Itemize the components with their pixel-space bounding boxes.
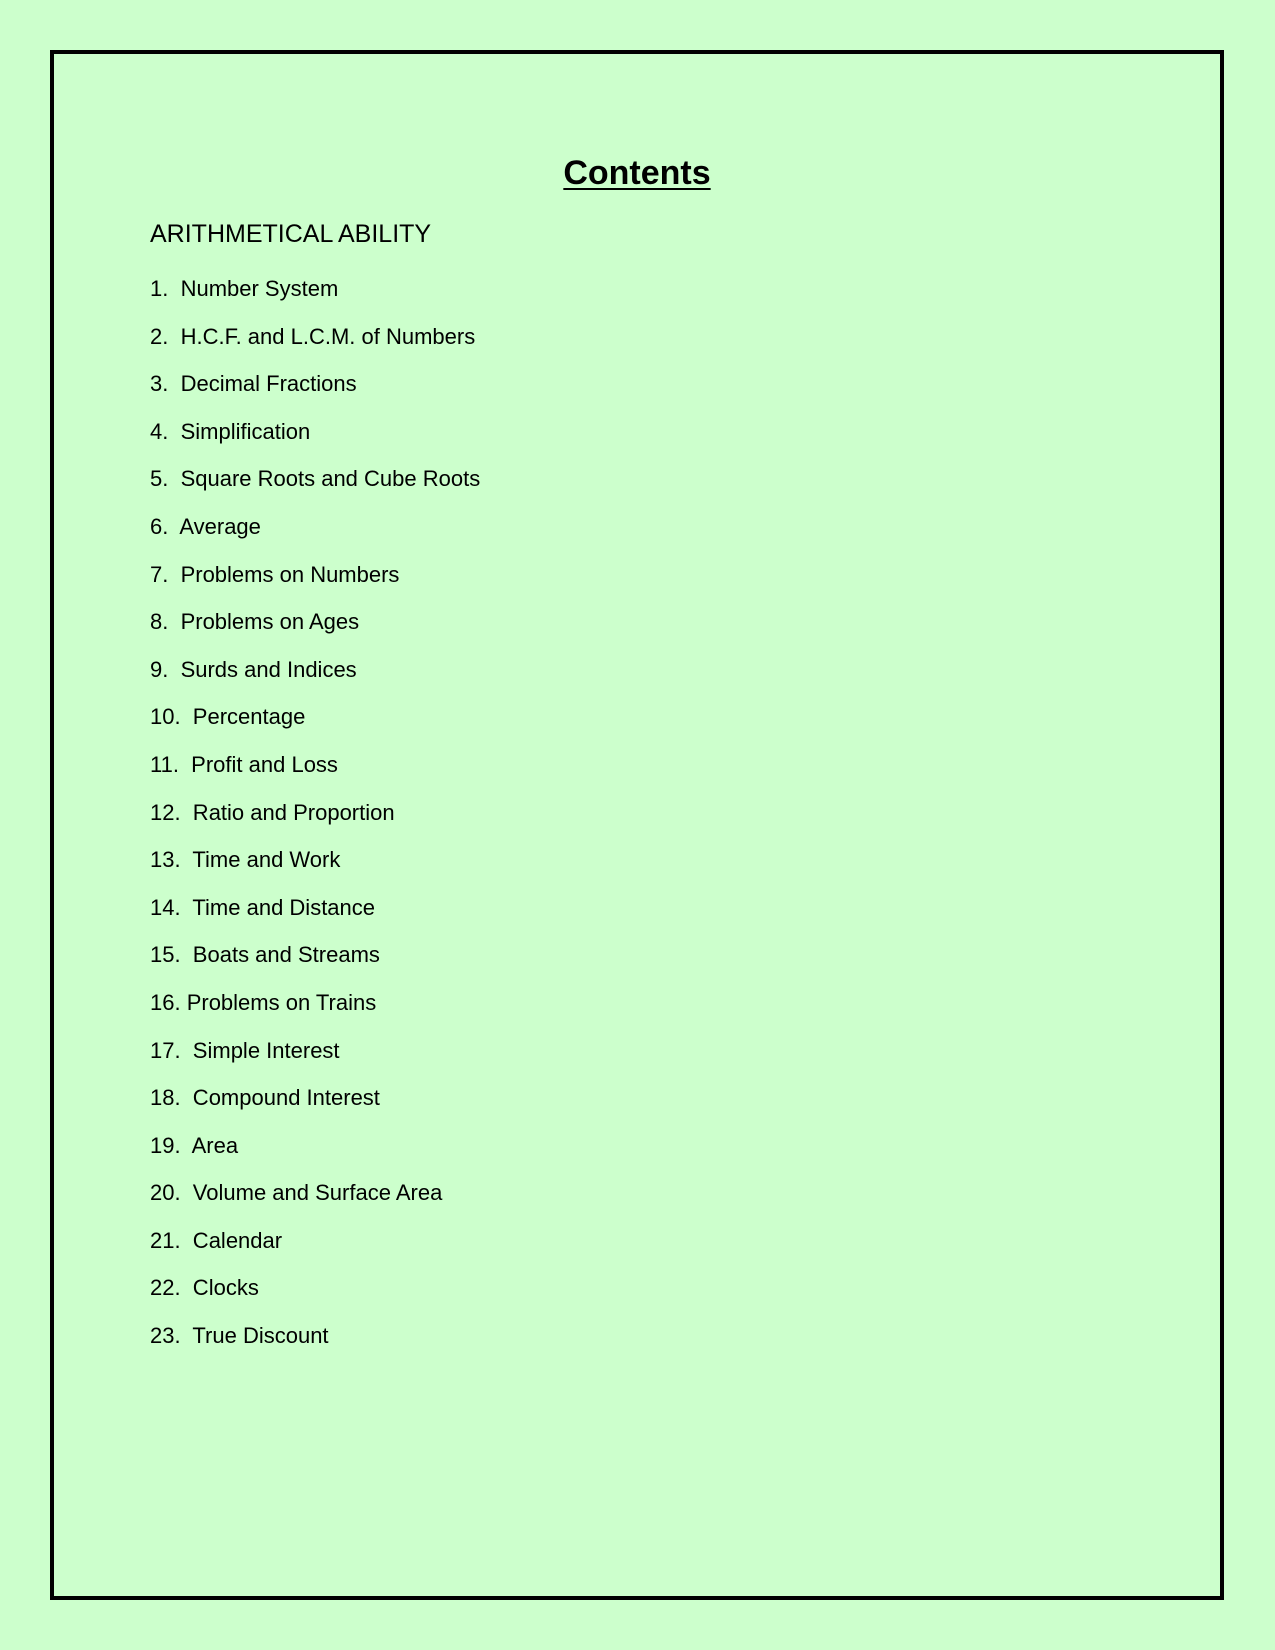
toc-item: 8. Problems on Ages — [150, 609, 360, 635]
toc-item: 18. Compound Interest — [150, 1085, 380, 1111]
page-frame — [50, 50, 1224, 1600]
toc-item: 13. Time and Work — [150, 847, 341, 873]
toc-item: 23. True Discount — [150, 1323, 329, 1349]
section-heading: ARITHMETICAL ABILITY — [150, 220, 432, 248]
toc-item: 9. Surds and Indices — [150, 656, 357, 682]
toc-item: 19. Area — [150, 1132, 239, 1158]
toc-item: 6. Average — [150, 513, 261, 539]
toc-item: 17. Simple Interest — [150, 1037, 340, 1063]
toc-item: 10. Percentage — [150, 704, 306, 730]
toc-item: 20. Volume and Surface Area — [150, 1180, 443, 1206]
toc-item: 15. Boats and Streams — [150, 942, 380, 968]
toc-item: 22. Clocks — [150, 1275, 259, 1301]
toc-item: 4. Simplification — [150, 418, 311, 444]
toc-item: 14. Time and Distance — [150, 894, 376, 920]
toc-item: 12. Ratio and Proportion — [150, 799, 395, 825]
toc-item: 5. Square Roots and Cube Roots — [150, 466, 481, 492]
page-title: Contents — [563, 154, 711, 192]
toc-item: 11. Profit and Loss — [150, 751, 338, 777]
toc-item: 21. Calendar — [150, 1227, 283, 1253]
toc-item: 16. Problems on Trains — [150, 989, 377, 1015]
toc-item: 1. Number System — [150, 276, 339, 301]
toc-item: 7. Problems on Numbers — [150, 561, 400, 587]
table-of-contents — [150, 274, 480, 1369]
toc-item: 3. Decimal Fractions — [150, 371, 357, 397]
toc-item: 2. H.C.F. and L.C.M. of Numbers — [150, 323, 476, 349]
